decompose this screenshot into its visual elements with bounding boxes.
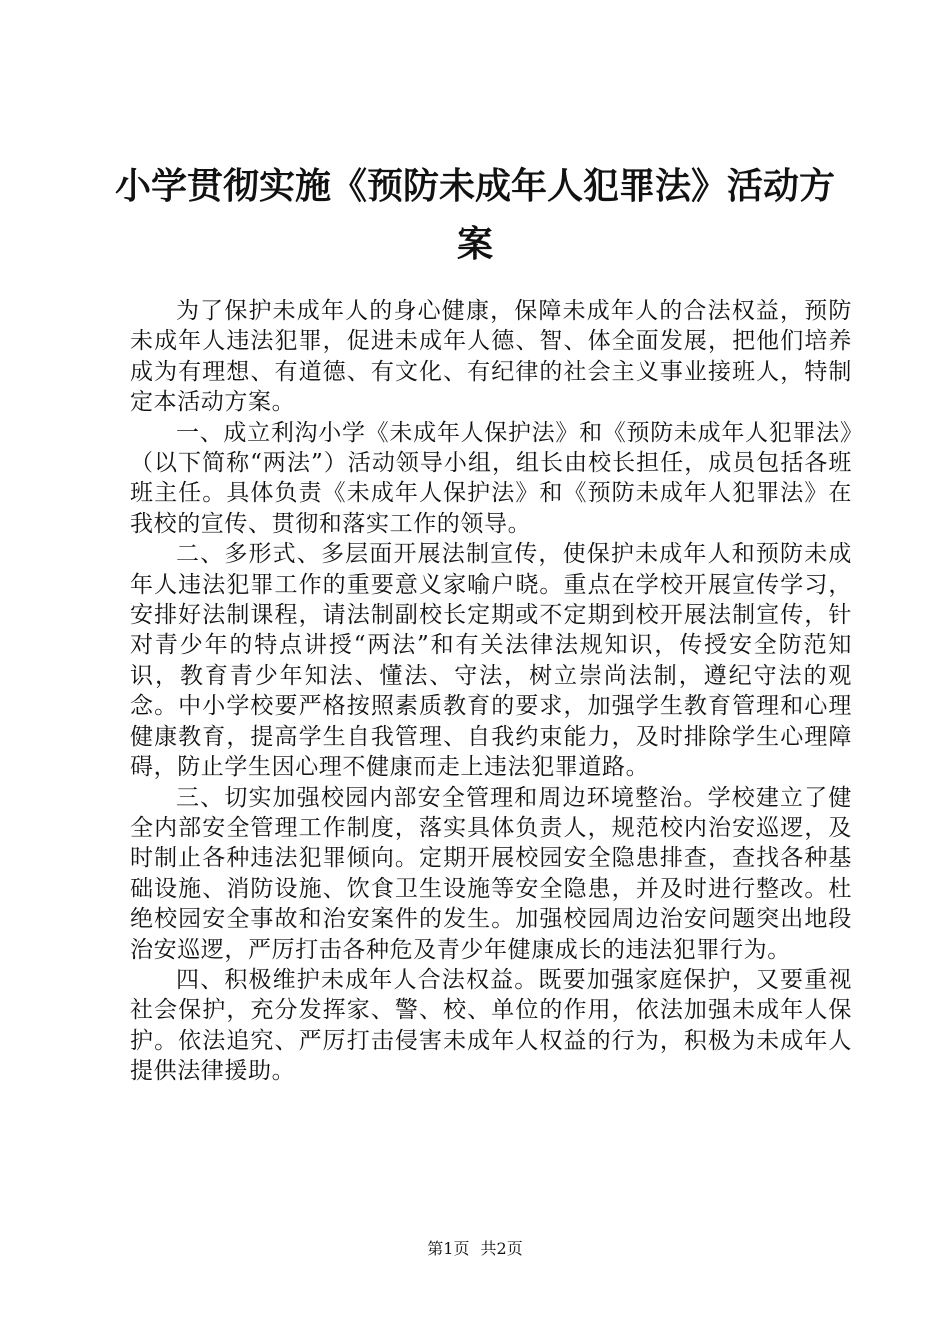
document-title: 小学贯彻实施《预防未成年人犯罪法》活动方案 bbox=[114, 166, 835, 265]
paragraph-section-4: 四、积极维护未成年人合法权益。既要加强家庭保护，又要重视社会保护，充分发挥家、警、校、单位的作用，依法加强未成年人保护。依法追究、严厉打击侵害未成年人权益的行为，积极为未成年人提供法律援助。 bbox=[130, 966, 852, 1085]
paragraph-intro: 为了保护未成年人的身心健康，保障未成年人的合法权益，预防未成年人违法犯罪，促进未成年人德、智、体全面发展，把他们培养成为有理想、有道德、有文化、有纪律的社会主义事业接班人，特制定本活动方案。 bbox=[130, 298, 852, 416]
paragraph-section-2: 二、多形式、多层面开展法制宣传，使保护未成年人和预防未成年人违法犯罪工作的重要意义家喻户晓。重点在学校开展宣传学习，安排好法制课程，请法制副校长定期或不定期到校开展法制宣传，针对青少年的特点讲授“两法”和有关法律法规知识，传授安全防范知识，教育青少年知法、懂法、守法，树立崇尚法制，遵纪守法的观念。中小学校要严格按照素质教育的要求，加强学生教育管理和心理健康教育，提高学生自我管理、自我约束能力，及时排除学生心理障碍，防止学生因心理不健康而走上违法犯罪道路。 bbox=[130, 541, 852, 781]
page-number-total: 共2页 bbox=[480, 1239, 523, 1258]
paragraph-section-1: 一、成立利沟小学《未成年人保护法》和《预防未成年人犯罪法》（以下简称“两法”）活动领导小组，组长由校长担任，成员包括各班班主任。具体负责《未成年人保护法》和《预防未成年人犯罪法》在我校的宣传、贯彻和落实工作的领导。 bbox=[130, 419, 852, 537]
paragraph-section-3: 三、切实加强校园内部安全管理和周边环境整治。学校建立了健全内部安全管理工作制度，落实具体负责人，规范校内治安巡逻，及时制止各种违法犯罪倾向。定期开展校园安全隐患排查，查找各种基础设施、消防设施、饮食卫生设施等安全隐患，并及时进行整改。杜绝校园安全事故和治安案件的发生。加强校园周边治安问题突出地段治安巡逻，严厉打击各种危及青少年健康成长的违法犯罪行为。 bbox=[130, 784, 852, 963]
page-number-current: 第1页 bbox=[427, 1239, 470, 1258]
page-footer bbox=[0, 1238, 950, 1260]
document-body bbox=[130, 296, 852, 1087]
